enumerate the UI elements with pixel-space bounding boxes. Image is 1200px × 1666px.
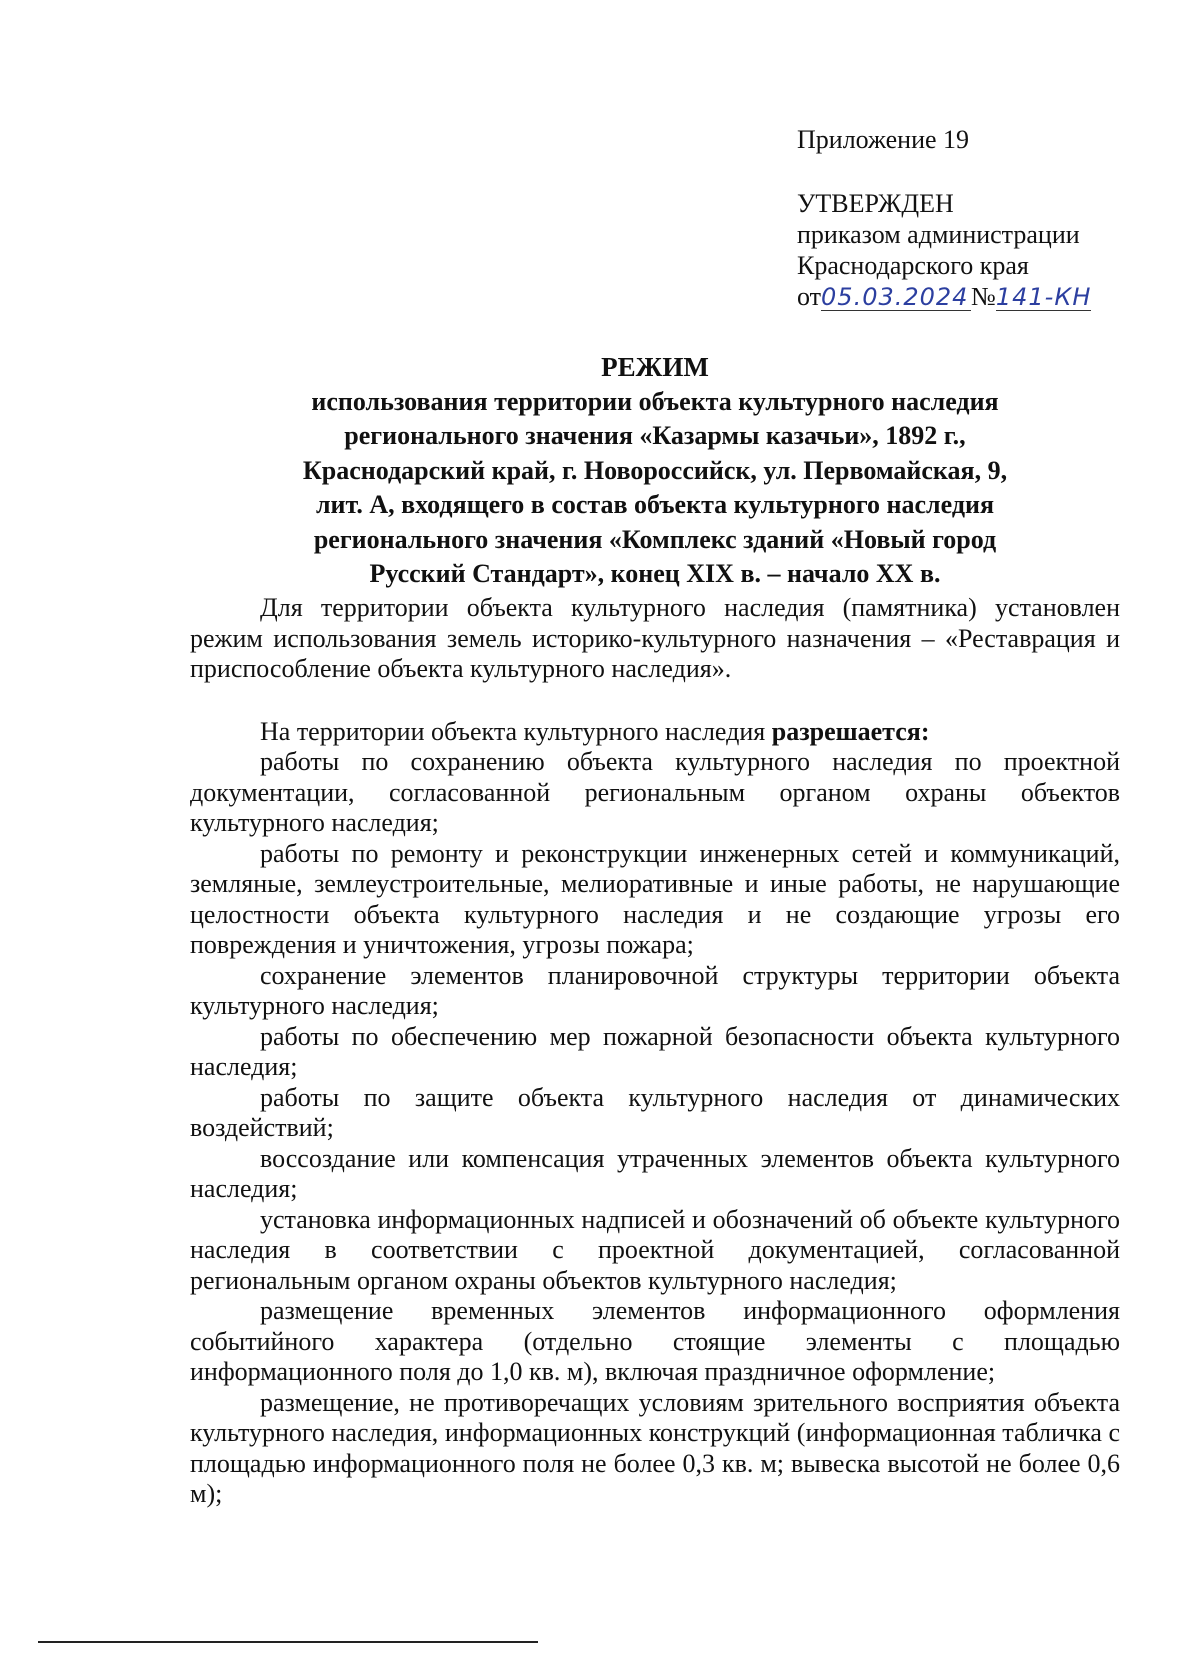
date-prefix: от bbox=[797, 282, 822, 311]
title-main: РЕЖИМ bbox=[601, 352, 709, 382]
list-item: работы по защите объекта культурного наследия от динамических воздействий; bbox=[190, 1082, 1120, 1142]
list-item: воссоздание или компенсация утраченных элементов объекта культурного наследия; bbox=[190, 1143, 1120, 1203]
lead-bold: разрешается: bbox=[771, 716, 930, 746]
handwritten-number: 141-КН bbox=[995, 283, 1092, 311]
approval-stamp bbox=[797, 124, 1127, 312]
list-item: работы по сохранению объекта культурного наследия по проектной документации, согласованной региональным органом охраны объектов культурного наследия; bbox=[190, 747, 1120, 837]
list-item: работы по обеспечению мер пожарной безопасности объекта культурного наследия; bbox=[190, 1021, 1120, 1081]
document-title bbox=[190, 350, 1120, 592]
title-line: Русский Стандарт», конец XIX в. – начало XX в. bbox=[369, 559, 941, 588]
intro-paragraph: Для территории объекта культурного наследия (памятника) установлен режим использования земель историко-культурного назначения – «Реставрация и приспособление объекта культурного наследия». bbox=[190, 593, 1120, 683]
title-line: лит. А, входящего в состав объекта культурного наследия bbox=[315, 490, 995, 519]
lead-text: На территории объекта культурного наследия bbox=[260, 716, 772, 746]
list-item: установка информационных надписей и обозначений об объекте культурного наследия в соответствии с проектной документацией, согласованной региональным органом охраны объектов культурного наследия; bbox=[190, 1204, 1120, 1295]
list-item: сохранение элементов планировочной структуры территории объекта культурного наследия; bbox=[190, 960, 1120, 1020]
handwritten-date: 05.03.2024 bbox=[821, 284, 971, 311]
appendix-label: Приложение 19 bbox=[797, 125, 970, 154]
approved-label: УТВЕРЖДЕН bbox=[797, 189, 954, 218]
approval-line-1: приказом администрации bbox=[797, 220, 1080, 249]
permitted-lead bbox=[190, 717, 1120, 748]
list-item: работы по ремонту и реконструкции инженерных сетей и коммуникаций, земляные, землеустроительные, мелиоративные и иные работы, не нарушающие целостности объекта культурного наследия и не создающие угрозы его повреждения и уничтожения, угрозы пожара; bbox=[190, 838, 1120, 959]
title-line: регионального значения «Комплекс зданий «Новый город bbox=[313, 524, 997, 554]
approval-line-2: Краснодарского края bbox=[797, 251, 1029, 280]
number-prefix: № bbox=[971, 282, 996, 311]
approval-date-line bbox=[797, 281, 1127, 312]
list-item: размещение, не противоречащих условиям зрительного восприятия объекта культурного наследия, информационных конструкций (информационная табличка с площадью информационного поля не более 0,3 кв. м; вывеска высотой не более 0,6 м); bbox=[190, 1387, 1120, 1508]
document-body bbox=[190, 593, 1120, 1510]
footer-divider bbox=[38, 1641, 538, 1643]
title-line: регионального значения «Казармы казачьи», 1892 г., bbox=[344, 421, 966, 450]
list-item: размещение временных элементов информационного оформления событийного характера (отдельно стоящие элементы с площадью информационного поля до 1,0 кв. м), включая праздничное оформление; bbox=[190, 1296, 1120, 1386]
title-line: Краснодарский край, г. Новороссийск, ул. Первомайская, 9, bbox=[302, 455, 1008, 485]
title-line: использования территории объекта культурного наследия bbox=[311, 386, 999, 416]
